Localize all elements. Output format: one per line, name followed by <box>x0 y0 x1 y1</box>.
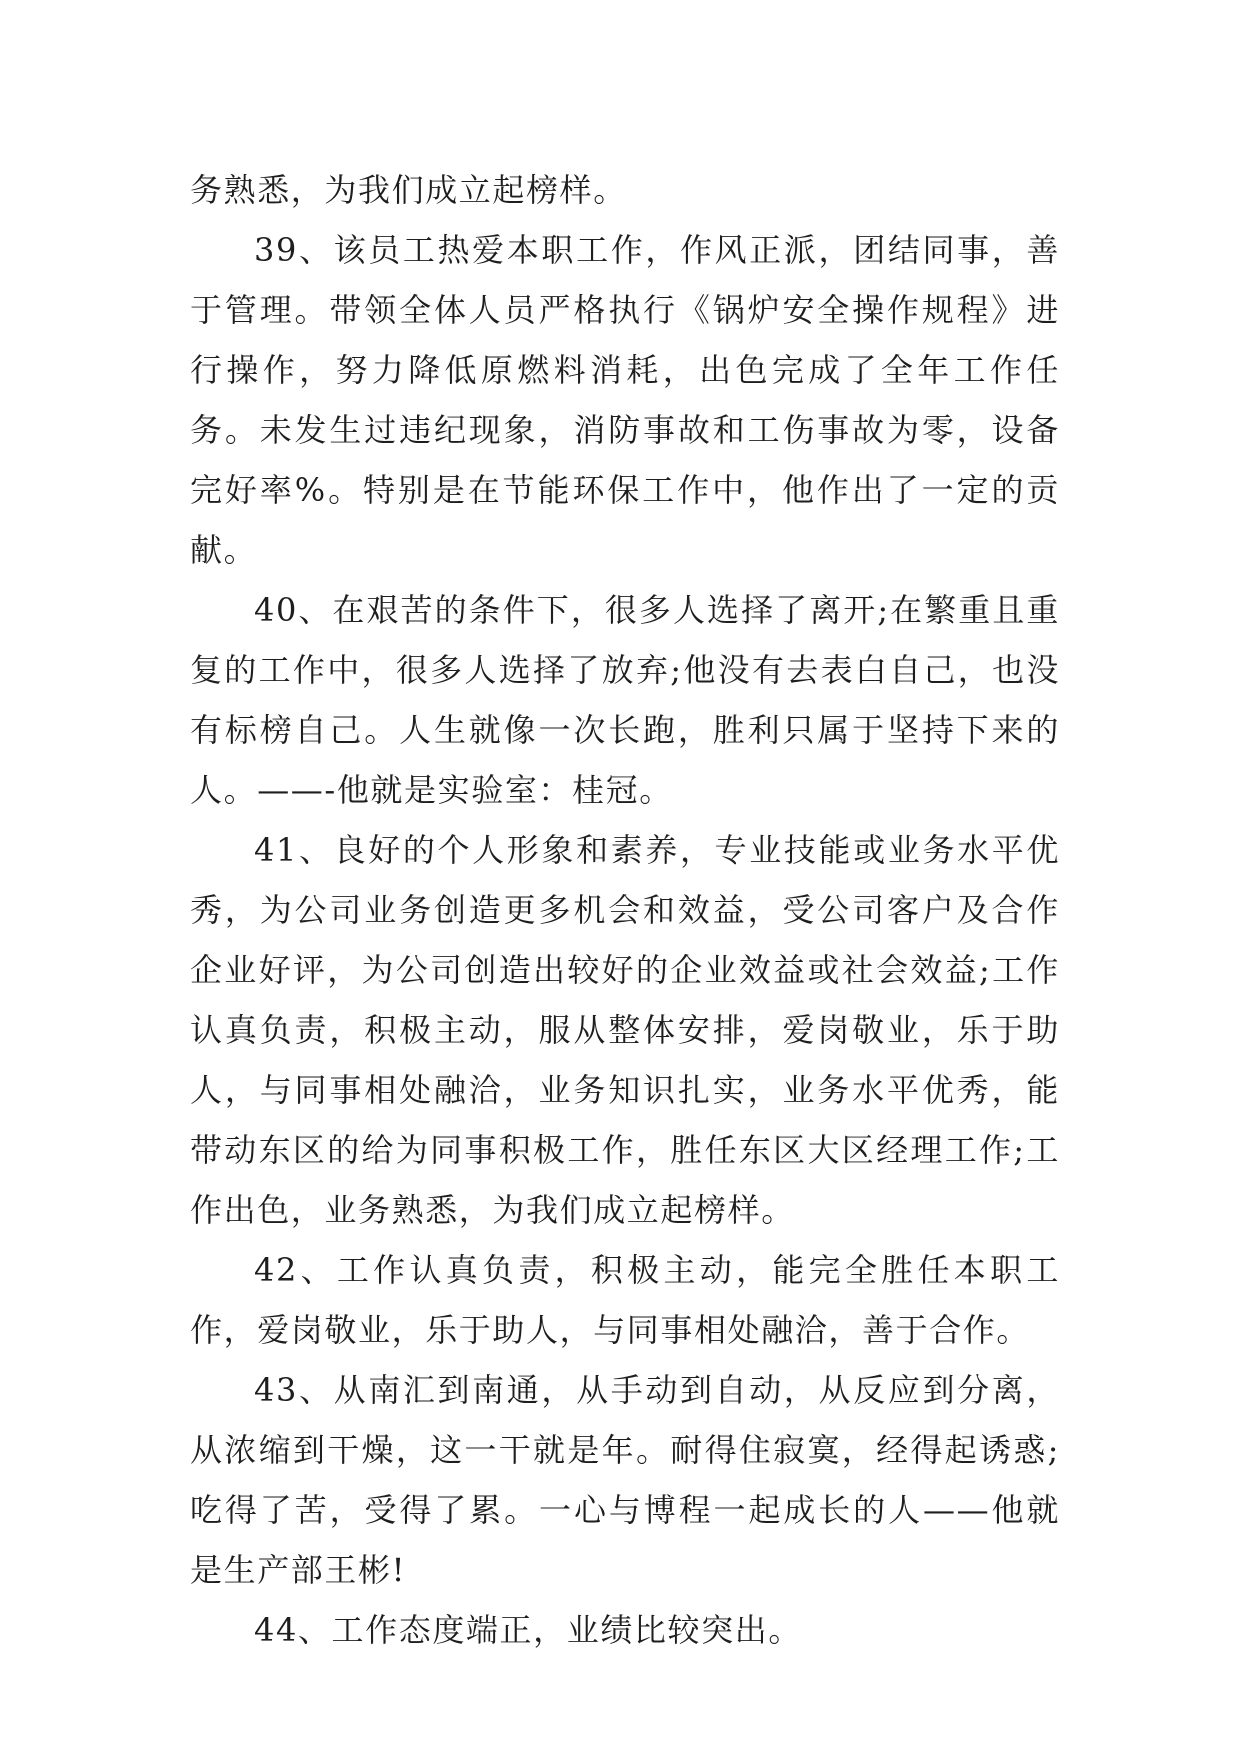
paragraph-43: 43、从南汇到南通，从手动到自动，从反应到分离，从浓缩到干燥，这一干就是年。耐得住寂寞，经得起诱惑;吃得了苦，受得了累。一心与博程一起成长的人——他就是生产部王彬! <box>190 1371 1060 1589</box>
paragraph-39: 39、该员工热爱本职工作，作风正派，团结同事，善于管理。带领全体人员严格执行《锅炉安全操作规程》进行操作，努力降低原燃料消耗，出色完成了全年工作任务。未发生过违纪现象，消防事故和工伤事故为零，设备完好率%。特别是在节能环保工作中，他作出了一定的贡献。 <box>190 231 1060 569</box>
document-body <box>190 160 1060 1660</box>
paragraph-44: 44、工作态度端正，业绩比较突出。 <box>254 1611 802 1649</box>
paragraph-41: 41、良好的个人形象和素养，专业技能或业务水平优秀，为公司业务创造更多机会和效益，受公司客户及合作企业好评，为公司创造出较好的企业效益或社会效益;工作认真负责，积极主动，服从整体安排，爱岗敬业，乐于助人，与同事相处融洽，业务知识扎实，业务水平优秀，能带动东区的给为同事积极工作，胜任东区大区经理工作;工作出色，业务熟悉，为我们成立起榜样。 <box>190 831 1060 1229</box>
paragraph-40: 40、在艰苦的条件下，很多人选择了离开;在繁重且重复的工作中，很多人选择了放弃;他没有去表白自己，也没有标榜自己。人生就像一次长跑，胜利只属于坚持下来的人。——-他就是实验室：桂冠。 <box>190 591 1060 809</box>
paragraph-42: 42、工作认真负责，积极主动，能完全胜任本职工作，爱岗敬业，乐于助人，与同事相处融洽，善于合作。 <box>190 1251 1060 1349</box>
paragraph-continuation: 务熟悉，为我们成立起榜样。 <box>190 171 627 209</box>
